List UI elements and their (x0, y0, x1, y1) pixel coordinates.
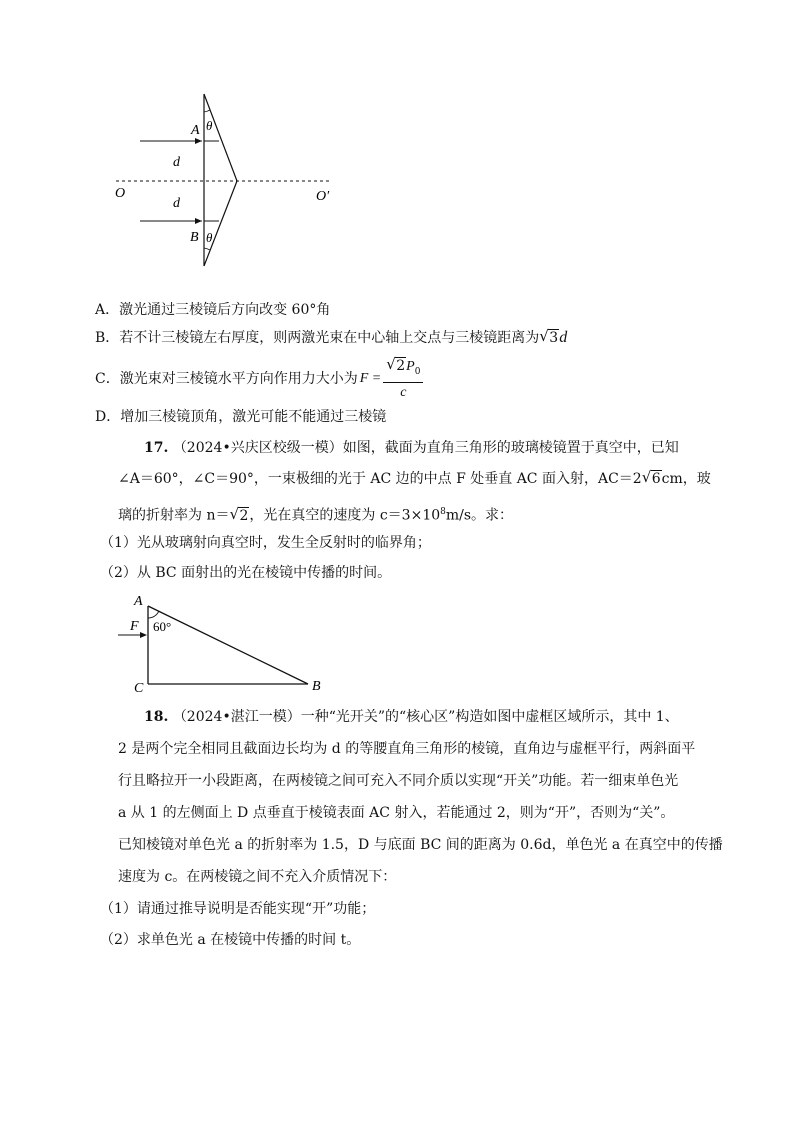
force-fraction: √ $2P_0$ c (383, 356, 423, 403)
q18-number: 18. (144, 709, 169, 725)
theta-bottom-label: θ (206, 230, 213, 245)
q18-line6: 速度为 c。在两棱镜之间不充入介质情况下： (118, 869, 397, 885)
sqrt-6: √ 6 (641, 468, 661, 487)
side-ab (148, 606, 308, 684)
theta-bottom-arc (204, 248, 210, 250)
sqrt-2: √ 2 (229, 504, 249, 524)
q18-line4: a 从 1 的左侧面上 D 点垂直于棱镜表面 AC 射入，若能通过 2，则为“开”，否则为“关”。 (118, 805, 675, 821)
q18-line5: 已知棱镜对单色光 a 的折射率为 1.5，D 与底面 BC 间的距离为 0.6d，单色光 a 在真空中的传播 (118, 837, 723, 853)
label-o: O (115, 186, 126, 201)
label-d-bottom: d (173, 196, 180, 211)
label-a: A (134, 594, 143, 609)
option-b-text: B．若不计三棱镜左右厚度，则两激光束在中心轴上交点与三棱镜距离为 (95, 330, 540, 346)
q17-line3: 璃的折射率为 n＝ √ 2，光在真空的速度为 $c=3\times 10^8m/s$。求： (118, 504, 514, 524)
q18-sub2: （2）求单色光 a 在棱镜中传播的时间 t。 (100, 932, 361, 948)
angle-a-arc (148, 611, 159, 618)
option-c (95, 356, 425, 403)
angle-60-label: 60° (153, 619, 172, 634)
label-b: B (312, 679, 321, 694)
q18-line3: 行且略拉开一小段距离，在两棱镜之间可充入不同介质以实现“开关”功能。若一细束单色光 (118, 773, 679, 789)
beam-b-arrow (195, 218, 202, 224)
option-d: D．增加三棱镜顶角，激光可能不能通过三棱镜 (95, 409, 387, 425)
option-c-text: C．激光束对三棱镜水平方向作用力大小为 (95, 371, 358, 388)
theta-top-label: θ (206, 118, 213, 133)
prism-lower-face (204, 181, 237, 266)
q17-sub1: （1）光从玻璃射向真空时，发生全反射时的临界角； (100, 535, 431, 551)
label-b: B (190, 230, 199, 245)
option-a: A．激光通过三棱镜后方向改变 60°角 (95, 302, 331, 318)
right-triangle-figure (110, 588, 340, 696)
prism-upper-face (204, 94, 237, 181)
label-d-top: d (173, 155, 180, 170)
label-c: C (134, 681, 144, 696)
q18-line1: 18. （2024•湛江一模）一种“光开关”的“核心区”构造如图中虚框区域所示，其中 1、 (144, 709, 679, 725)
sqrt-3: √ 3 (539, 327, 559, 346)
beam-a-arrow (195, 138, 202, 144)
incident-ray-arrow (140, 632, 147, 638)
label-o-prime: O′ (316, 189, 330, 204)
option-b-var: d (559, 329, 568, 346)
option-c-lhs: F = (359, 371, 382, 387)
q17-line2: ∠A＝60°，∠C＝90°，一束极细的光于 AC 边的中点 F 处垂直 AC 面入射，AC＝2 √ 6cm，玻 (118, 468, 711, 487)
q17-line1: 17. （2024•兴庆区校级一模）如图，截面为直角三角形的玻璃棱镜置于真空中，已知 (144, 440, 679, 456)
option-b (95, 328, 567, 348)
prism-laser-figure (100, 90, 360, 280)
label-a: A (191, 123, 200, 138)
q18-line2: 2 是两个完全相同且截面边长均为 d 的等腰直角三角形的棱镜，直角边与虚框平行，两斜面平 (118, 741, 696, 757)
q17-number: 17. (144, 440, 169, 456)
q17-sub2: （2）从 BC 面射出的光在棱镜中传播的时间。 (100, 565, 392, 581)
q18-sub1: （1）请通过推导说明是否能实现“开”功能； (100, 901, 376, 917)
label-f: F (130, 619, 139, 634)
theta-top-arc (204, 110, 210, 112)
